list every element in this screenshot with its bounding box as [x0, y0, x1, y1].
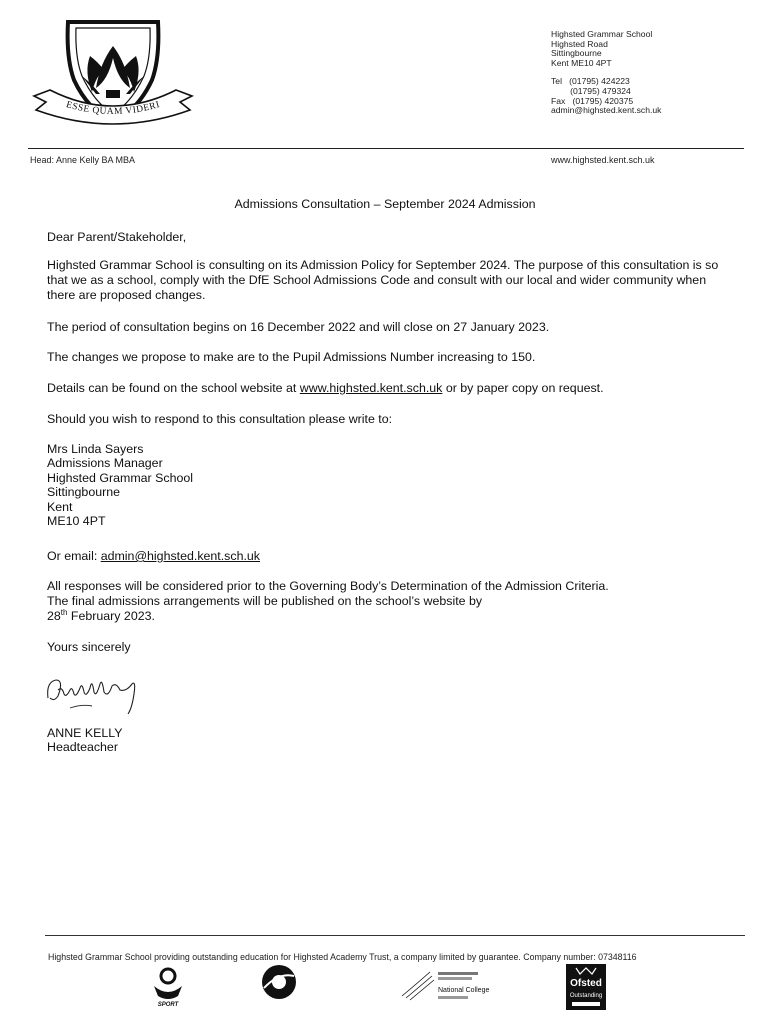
paragraph-respond: Should you wish to respond to this consultation please write to: [47, 412, 393, 426]
responses-line-1: All responses will be considered prior to the Governing Body’s Determination of the Admission Criteria. [47, 579, 609, 593]
ofsted-outstanding-logo [566, 964, 606, 1010]
signer-name: ANNE KELLY [47, 726, 123, 740]
paragraph-responses [47, 579, 727, 624]
circular-badge-logo [256, 962, 302, 1010]
signer-title: Headteacher [47, 740, 118, 755]
paragraph-changes: The changes we propose to make are to the Pupil Admissions Number increasing to 150. [47, 350, 536, 364]
header-email: admin@highsted.kent.sch.uk [551, 105, 662, 116]
signer-block [47, 726, 123, 755]
sport-logo [148, 966, 188, 1008]
contact-line: Kent [47, 499, 73, 514]
paragraph-purpose: Highsted Grammar School is consulting on its Admission Policy for September 2024. The purpose of this consultation is so that we as a school, comply with the DfE School Admissions Code and consult with our local and wider community when there are proposed changes. [47, 258, 719, 302]
ofsted-outstanding-text: Outstanding [569, 993, 603, 999]
address-line: Kent ME10 4PT [551, 57, 612, 68]
address-line: Sittingbourne [551, 48, 602, 59]
email-line [47, 549, 260, 564]
email-link[interactable]: admin@highsted.kent.sch.uk [100, 549, 260, 563]
national-college-logo [400, 966, 512, 1006]
header-divider [28, 148, 744, 149]
handwritten-signature [42, 668, 152, 718]
school-address-block [551, 30, 661, 116]
details-text: Details can be found on the school website at [47, 381, 300, 395]
contact-line: Sittingbourne [47, 485, 121, 500]
footer-company-text: Highsted Grammar School providing outstanding education for Highsted Academy Trust, a company limited by guarantee. Company number: 07348116 [48, 952, 637, 962]
ofsted-text: Ofsted [570, 978, 602, 989]
footer-divider [45, 935, 745, 936]
closing: Yours sincerely [47, 640, 131, 654]
details-text-end: or by paper copy on request. [442, 381, 604, 395]
fax-line: Fax (01795) 420375 [551, 95, 634, 106]
publish-day-suffix: th [60, 607, 68, 617]
contact-address-block [47, 442, 193, 528]
telephone-line: Tel (01795) 424223 [551, 76, 630, 87]
contact-line: ME10 4PT [47, 514, 106, 529]
address-line: Highsted Grammar School [551, 29, 653, 39]
telephone-line: (01795) 479324 [551, 85, 631, 96]
sport-logo-text: SPORT [157, 1002, 179, 1008]
paragraph-details [47, 381, 604, 396]
website-link[interactable]: www.highsted.kent.sch.uk [299, 381, 443, 395]
publish-month-year: February 2023. [67, 609, 155, 623]
contact-line: Admissions Manager [47, 456, 163, 471]
head-teacher-line: Head: Anne Kelly BA MBA [30, 155, 136, 165]
contact-line: Mrs Linda Sayers [47, 442, 144, 456]
national-college-text: National College [438, 987, 490, 994]
paragraph-period: The period of consultation begins on 16 December 2022 and will close on 27 January 2023. [47, 320, 550, 334]
school-crest-logo [30, 18, 195, 130]
salutation: Dear Parent/Stakeholder, [47, 230, 187, 244]
address-line: Highsted Road [551, 38, 608, 49]
publish-day: 28 [47, 609, 61, 623]
email-prefix: Or email: [47, 549, 101, 563]
crest-motto: ESSE QUAM VIDERI [64, 100, 162, 118]
header-website: www.highsted.kent.sch.uk [551, 155, 655, 165]
responses-line-3 [47, 609, 727, 624]
responses-line-2: The final admissions arrangements will be published on the school’s website by [47, 594, 483, 608]
letter-subject: Admissions Consultation – September 2024 Admission [234, 197, 536, 211]
contact-line: Highsted Grammar School [47, 470, 193, 485]
